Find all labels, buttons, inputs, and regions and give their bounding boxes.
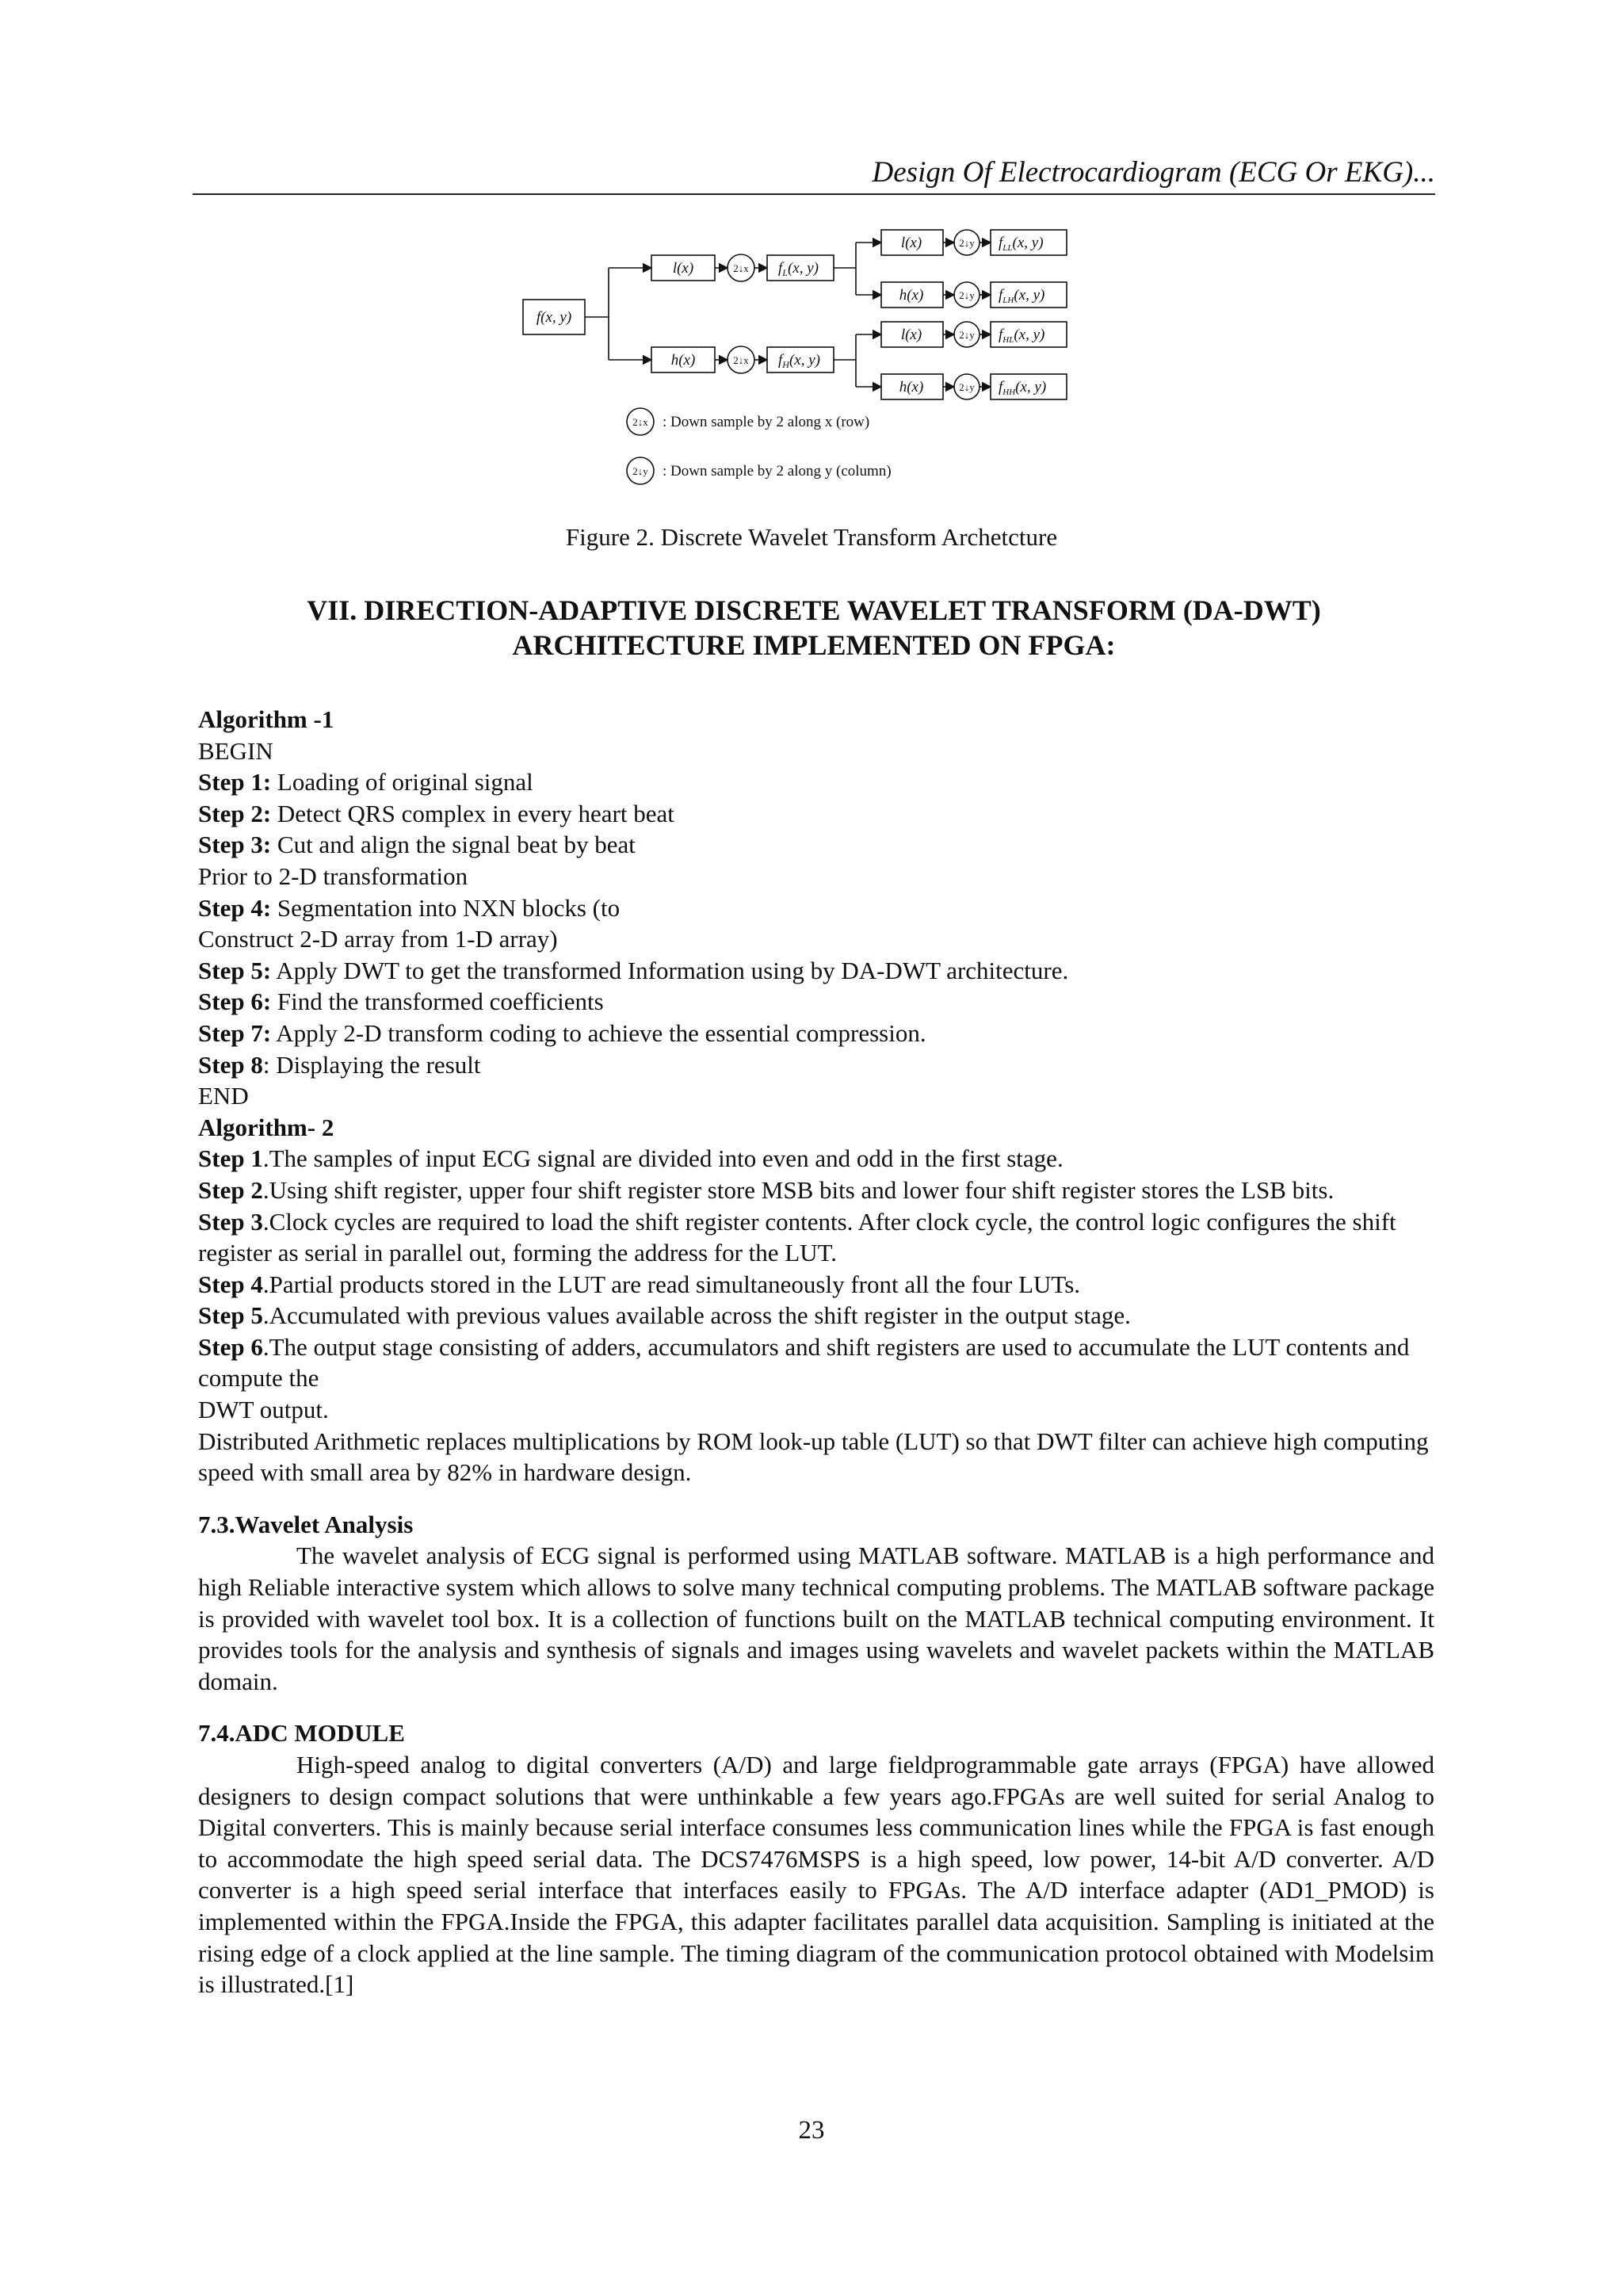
algorithm-2-step: Step 5.Accumulated with previous values available across the shift register in the output stage. <box>198 1301 1131 1330</box>
downsample-y-label: 2↓y <box>959 329 975 341</box>
col-filter-label: h(x) <box>899 287 924 304</box>
col-filter-label: l(x) <box>900 235 922 251</box>
running-header <box>193 155 1435 195</box>
algorithm-1-line: Step 4: Segmentation into NXN blocks (to <box>198 893 621 922</box>
section-title <box>193 593 1435 663</box>
legend-x-symbol: 2↓x <box>632 416 648 428</box>
distributed-arithmetic-paragraph: Distributed Arithmetic replaces multiplications by ROM look-up table (LUT) so that DWT filter can achieve high computing speed with small area by 82% in hardware design. <box>198 1427 1429 1487</box>
section-title-line-2: ARCHITECTURE IMPLEMENTED ON FPGA: <box>512 629 1116 661</box>
downsample-y-label: 2↓y <box>959 381 975 393</box>
legend-x-text: : Down sample by 2 along x (row) <box>663 414 870 430</box>
algorithm-2-step: Step 6.The output stage consisting of adders, accumulators and shift registers are used to accumulate the LUT contents and compute the <box>198 1332 1410 1392</box>
algorithm-1-line: Step 2: Detect QRS complex in every heart beat <box>198 799 674 827</box>
algorithm-1-line: Prior to 2-D transformation <box>198 861 468 890</box>
section-7-3-paragraph: The wavelet analysis of ECG signal is performed using MATLAB software. MATLAB is a high performance and high Reliable interactive system which allows to solve many technical computing problems. The MATLAB software package is provided with wavelet tool box. It is a collection of functions built on the MATLAB technical computing environment. It provides tools for the analysis and synthesis of signals and images using wavelets and wavelet packets within the MATLAB domain. <box>198 1541 1434 1695</box>
section-title-line-1: VII. DIRECTION-ADAPTIVE DISCRETE WAVELET TRANSFORM (DA-DWT) <box>307 594 1321 626</box>
fl-label: $f_L(x$, y) <box>778 260 819 278</box>
downsample-y-label: 2↓y <box>959 289 975 301</box>
algorithm-1-line: Step 8: Displaying the result <box>198 1050 481 1079</box>
algorithm-2-step: Step 4.Partial products stored in the LUT are read simultaneously front all the four LUTs. <box>198 1270 1081 1298</box>
algorithm-2-step: Step 1.The samples of input ECG signal are divided into even and odd in the first stage. <box>198 1144 1064 1173</box>
dwt-diagram-svg <box>515 223 1149 501</box>
algorithm-1-title: Algorithm -1 <box>198 705 334 733</box>
legend-y-symbol: 2↓y <box>632 465 648 477</box>
input-label: f(x, y) <box>536 309 572 326</box>
section-7-3-heading: 7.3.Wavelet Analysis <box>198 1510 414 1538</box>
algorithm-1-line: Construct 2-D array from 1-D array) <box>198 925 558 953</box>
dwt-diagram <box>515 223 1149 501</box>
algorithm-1-line: Step 1: Loading of original signal <box>198 768 533 797</box>
dwt-output-line: DWT output. <box>198 1396 329 1424</box>
section-7-4-paragraph: High-speed analog to digital converters (A/D) and large fieldprogrammable gate arrays (FPGA) have allowed designers to design compact solutions that were unthinkable a few years ago.FPGAs are well suited for serial Analog to Digital converters. This is mainly because serial interface consumes less communication lines while the FPGA is fast enough to accommodate the high speed serial data. The DCS7476MSPS is a high speed, low power, 14-bit A/D converter. A/D converter is a high speed serial interface that interfaces easily to FPGAs. The A/D interface adapter (AD1_PMOD) is implemented within the FPGA.Inside the FPGA, this adapter facilitates parallel data acquisition. Sampling is initiated at the rising edge of a clock applied at the line sample. The timing diagram of the communication protocol obtained with Modelsim is illustrated.[1] <box>198 1751 1434 1999</box>
algorithm-1-begin: BEGIN <box>198 736 273 765</box>
fh-label: $f_H(x$, y) <box>778 352 820 370</box>
body-text <box>198 704 1434 2000</box>
page-number: 23 <box>798 2116 825 2145</box>
row-filter-l-label: l(x) <box>672 260 694 277</box>
subband-ll-label: $f_{LL}(x$, y) <box>999 235 1044 253</box>
subband-lh-label: $f_{LH}(x$, y) <box>999 287 1045 305</box>
algorithm-2-title: Algorithm- 2 <box>198 1113 334 1141</box>
subband-hl-label: $f_{HL}(x$, y) <box>999 327 1045 345</box>
downsample-y-label: 2↓y <box>959 237 975 249</box>
figure-caption: Figure 2. Discrete Wavelet Transform Archetcture <box>565 523 1058 551</box>
algorithm-1-line: Step 5: Apply DWT to get the transformed Information using by DA-DWT architecture. <box>198 956 1069 984</box>
section-7-4-heading: 7.4.ADC MODULE <box>198 1719 405 1748</box>
algorithm-2-step: Step 2.Using shift register, upper four shift register store MSB bits and lower four shift register stores the LSB bits. <box>198 1175 1335 1204</box>
header-rule <box>193 193 1435 195</box>
col-filter-label: h(x) <box>899 379 924 395</box>
legend-y-text: : Down sample by 2 along y (column) <box>663 463 892 479</box>
algorithm-1-line: Step 7: Apply 2-D transform coding to achieve the essential compression. <box>198 1018 926 1047</box>
row-filter-h-label: h(x) <box>670 352 696 369</box>
algorithm-1-line: Step 3: Cut and align the signal beat by beat <box>198 831 636 859</box>
algorithm-1-line: Step 6: Find the transformed coefficients <box>198 988 604 1016</box>
algorithm-2-step: Step 3.Clock cycles are required to load the shift register contents. After clock cycle, the control logic configures the shift register as serial in parallel out, forming the address for the LUT. <box>198 1207 1396 1267</box>
algorithm-1-end: END <box>198 1082 249 1110</box>
downsample-x-label: 2↓x <box>733 262 749 274</box>
col-filter-label: l(x) <box>900 327 922 343</box>
subband-hh-label: $f_{HH}(x$, y) <box>999 379 1047 397</box>
downsample-x-label: 2↓x <box>733 354 749 366</box>
running-title: Design Of Electrocardiogram (ECG Or EKG)... <box>872 156 1435 189</box>
